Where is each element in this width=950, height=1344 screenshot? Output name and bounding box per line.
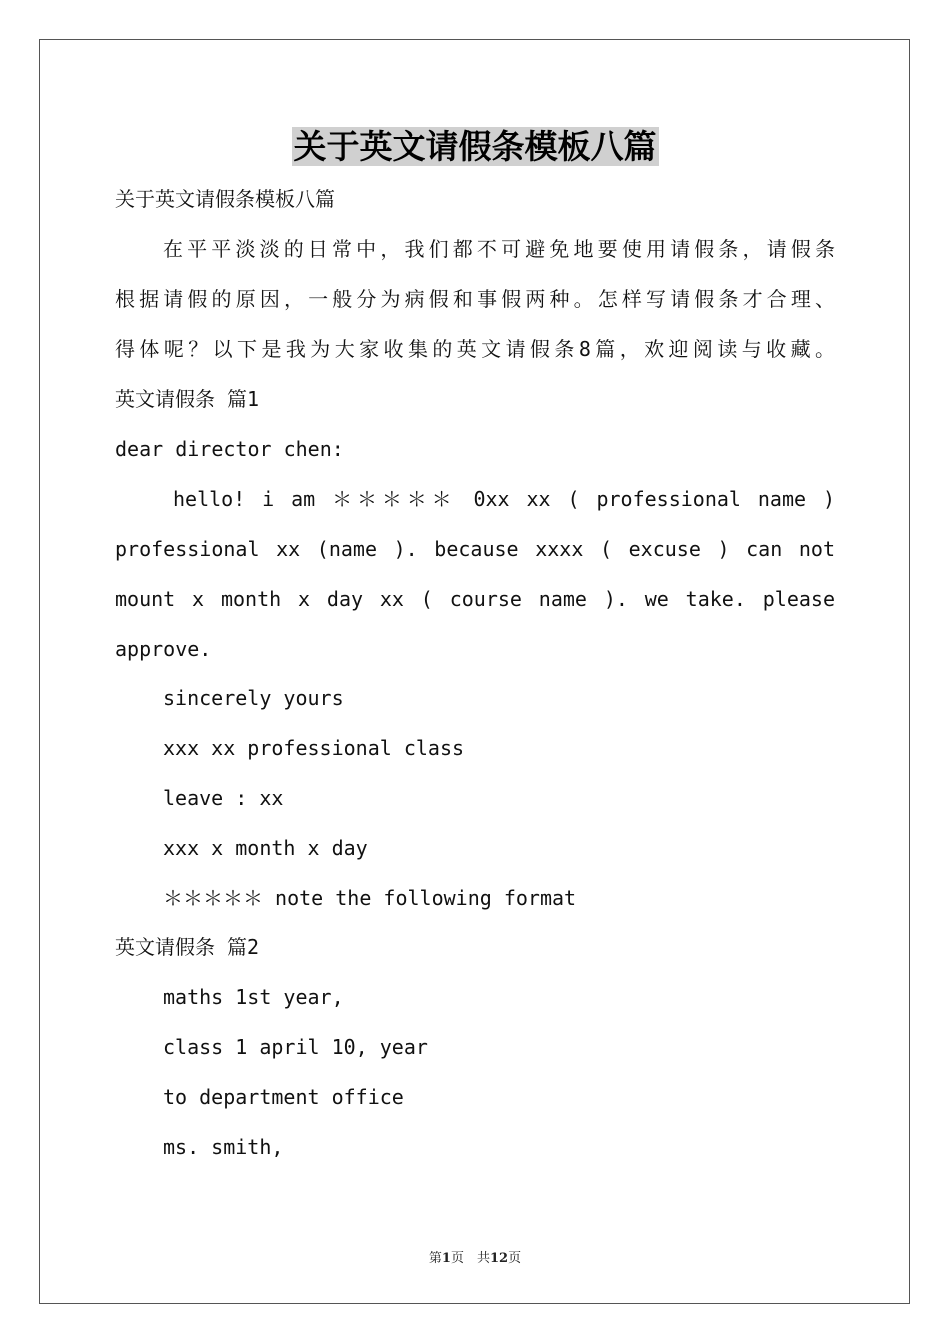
letter2-line-4: ms. smith, — [163, 1135, 284, 1159]
footer-mid: 页 共 — [450, 1251, 490, 1266]
page-border — [39, 39, 910, 1304]
letter-signature-class: xxx xx professional class — [163, 736, 465, 760]
letter-salutation: dear director chen: — [115, 437, 344, 461]
letter-closing: sincerely yours — [163, 686, 344, 710]
footer-prefix: 第 — [428, 1251, 442, 1266]
letter-signature-date: xxx x month x day — [163, 836, 368, 860]
section-heading-1: 英文请假条 篇1 — [115, 387, 260, 411]
letter-body-line-4: approve. — [115, 637, 212, 661]
letter-body-line-2: professional xx (name ). because xxxx ( excuse ) can not — [115, 537, 835, 561]
paragraph-line-1: 在平平淡淡的日常中，我们都不可避免地要使用请假条，请假条 — [163, 237, 835, 261]
footer-suffix: 页 — [508, 1251, 522, 1266]
paragraph-line-3: 得体呢？以下是我为大家收集的英文请假条8篇，欢迎阅读与收藏。 — [115, 337, 835, 361]
page-footer — [0, 1247, 950, 1266]
letter-body-line-3: mount x month x day xx ( course name ). we take. please — [115, 587, 835, 611]
letter2-line-2: class 1 april 10, year — [163, 1035, 428, 1059]
document-title: 关于英文请假条模板八篇 — [293, 127, 657, 166]
format-note: ＊＊＊＊＊ note the following format — [163, 886, 577, 910]
footer-total-pages: 12 — [489, 1251, 509, 1266]
letter2-line-3: to department office — [163, 1085, 404, 1109]
paragraph-line-2: 根据请假的原因，一般分为病假和事假两种。怎样写请假条才合理、 — [115, 287, 835, 311]
letter-body-line-1: hello! i am ＊＊＊＊＊ 0xx xx ( professional name ) — [173, 487, 835, 511]
subtitle-line: 关于英文请假条模板八篇 — [115, 187, 335, 211]
section-heading-2: 英文请假条 篇2 — [115, 935, 260, 959]
letter-signature-leave: leave : xx — [163, 786, 284, 810]
letter2-line-1: maths 1st year, — [163, 985, 344, 1009]
footer-page-number: 1 — [441, 1251, 451, 1266]
